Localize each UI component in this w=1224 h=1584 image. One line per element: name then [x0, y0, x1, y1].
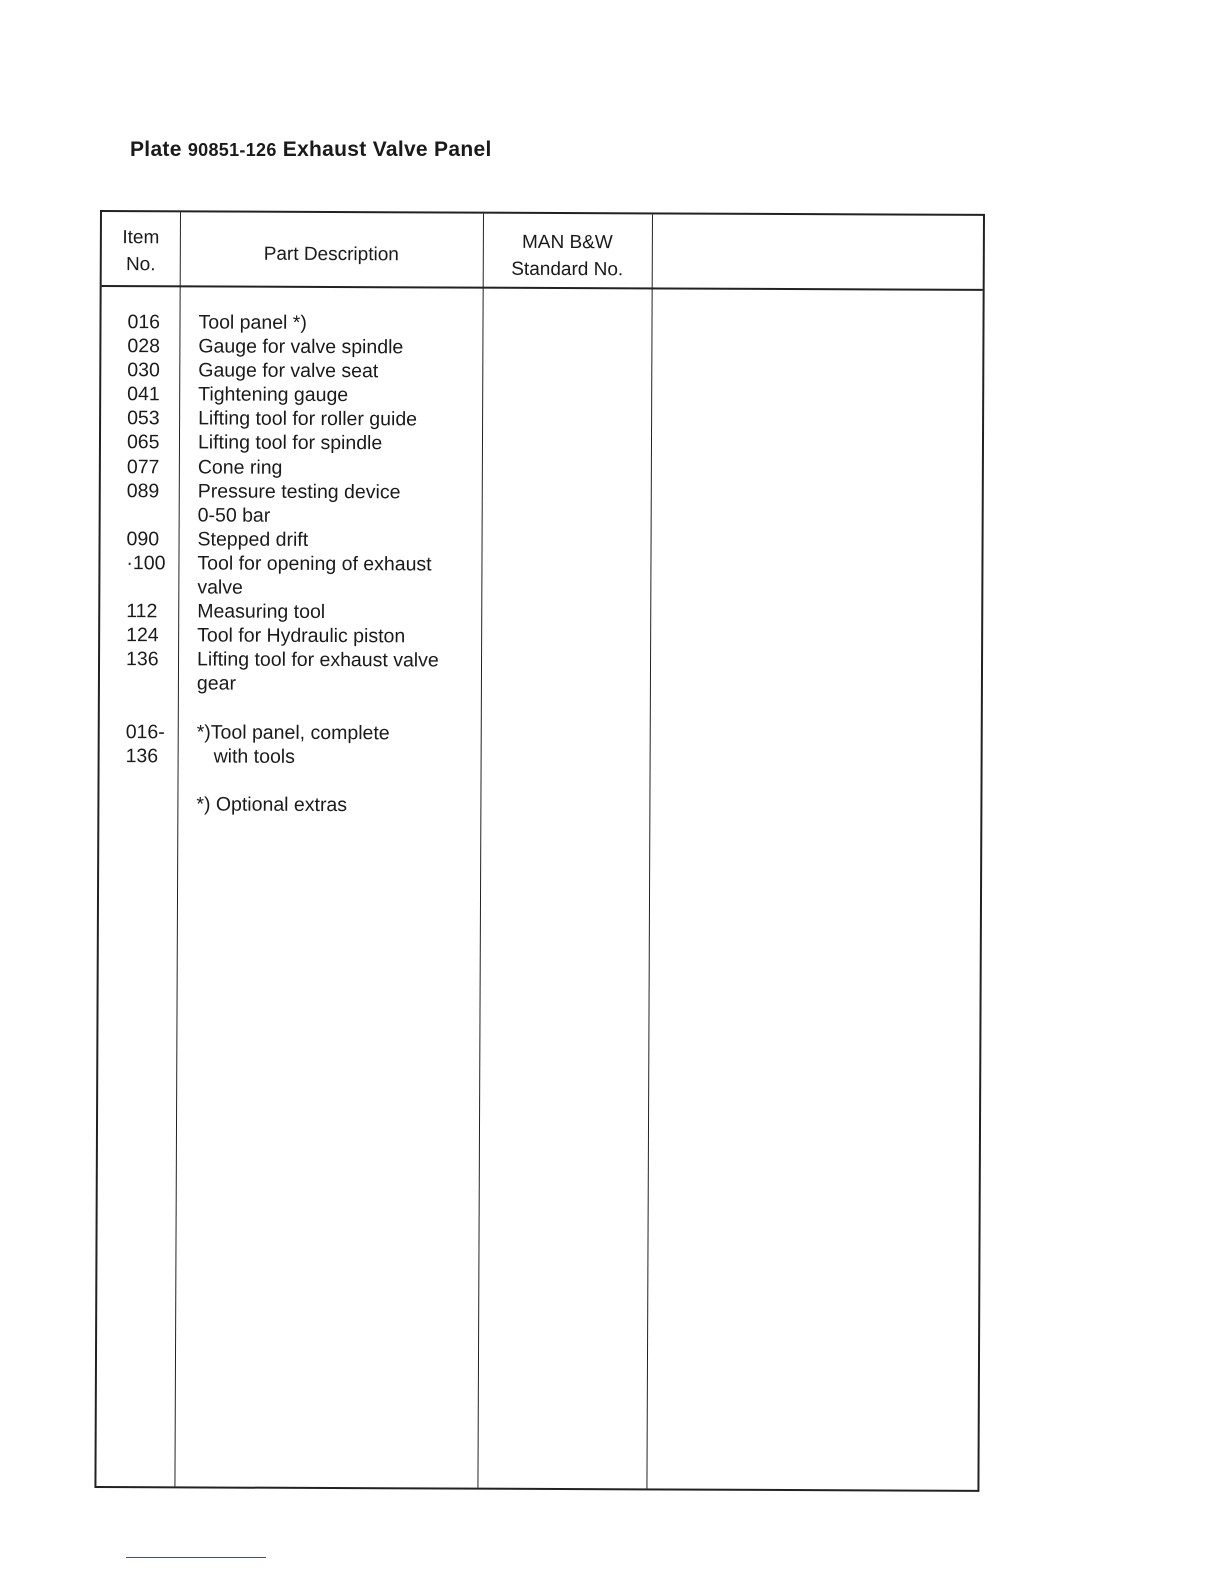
plate-label: Plate [130, 138, 182, 161]
complete-set-item-number-continuation: 136 [125, 744, 159, 767]
item-number: 065 [126, 431, 160, 454]
part-description: Tool for Hydraulic piston [197, 624, 406, 648]
header-item-no: Item No. [122, 227, 160, 276]
parts-table [94, 210, 985, 1492]
spacer [126, 696, 165, 720]
item-number: 077 [126, 455, 160, 478]
item-number: ·100 [126, 552, 166, 575]
footer-rule [126, 1557, 266, 1558]
complete-set-description-continuation: with tools [213, 745, 295, 768]
part-description: Tool panel *) [198, 311, 307, 334]
footnote-optional-extras: *) Optional extras [196, 793, 348, 816]
item-number: 016 [127, 311, 161, 334]
part-description: Cone ring [197, 455, 283, 479]
item-number: 124 [126, 624, 159, 647]
part-description-continuation: gear [196, 672, 237, 696]
part-description: Gauge for valve spindle [198, 335, 404, 359]
header-extra [652, 242, 982, 243]
item-number: 030 [127, 359, 160, 382]
part-description: Gauge for valve seat [198, 359, 379, 383]
item-number: 041 [127, 383, 160, 406]
plate-number: 90851-126 [187, 140, 277, 160]
item-number: 028 [127, 335, 161, 358]
part-description-continuation: valve [197, 576, 243, 599]
part-description: Lifting tool for spindle [197, 431, 383, 455]
item-number: 053 [127, 407, 160, 430]
complete-set-description: *)Tool panel, complete [196, 721, 390, 744]
spacer [197, 696, 439, 721]
header-divider [102, 285, 983, 291]
column-divider-description [477, 214, 484, 1488]
item-number: 089 [126, 479, 160, 502]
part-description: Tightening gauge [198, 383, 349, 407]
spacer [196, 768, 438, 793]
item-number: 112 [126, 600, 158, 623]
description-column [196, 310, 440, 817]
complete-set-item-number: 016- [125, 720, 165, 743]
part-description: Measuring tool [197, 600, 326, 624]
item-number-continuation [126, 575, 165, 599]
part-description: Pressure testing device [197, 480, 401, 503]
part-description: Stepped drift [197, 528, 309, 551]
header-standard-no: MAN B&W Standard No. [511, 231, 624, 281]
part-description: Lifting tool for roller guide [198, 407, 418, 431]
item-number-continuation [127, 503, 166, 527]
page-title [130, 138, 492, 162]
column-divider-item [174, 212, 181, 1486]
part-description: Tool for opening of exhaust [197, 552, 432, 576]
header-part-description: Part Description [263, 243, 399, 266]
part-description-continuation: 0-50 bar [197, 504, 271, 527]
item-number-continuation [126, 672, 165, 696]
part-description: Lifting tool for exhaust valve [196, 648, 439, 672]
item-number-column [126, 310, 167, 768]
column-divider-standard [646, 214, 653, 1488]
item-number: 090 [126, 527, 160, 551]
item-number: 136 [125, 648, 159, 671]
plate-name: Exhaust Valve Panel [282, 138, 492, 161]
